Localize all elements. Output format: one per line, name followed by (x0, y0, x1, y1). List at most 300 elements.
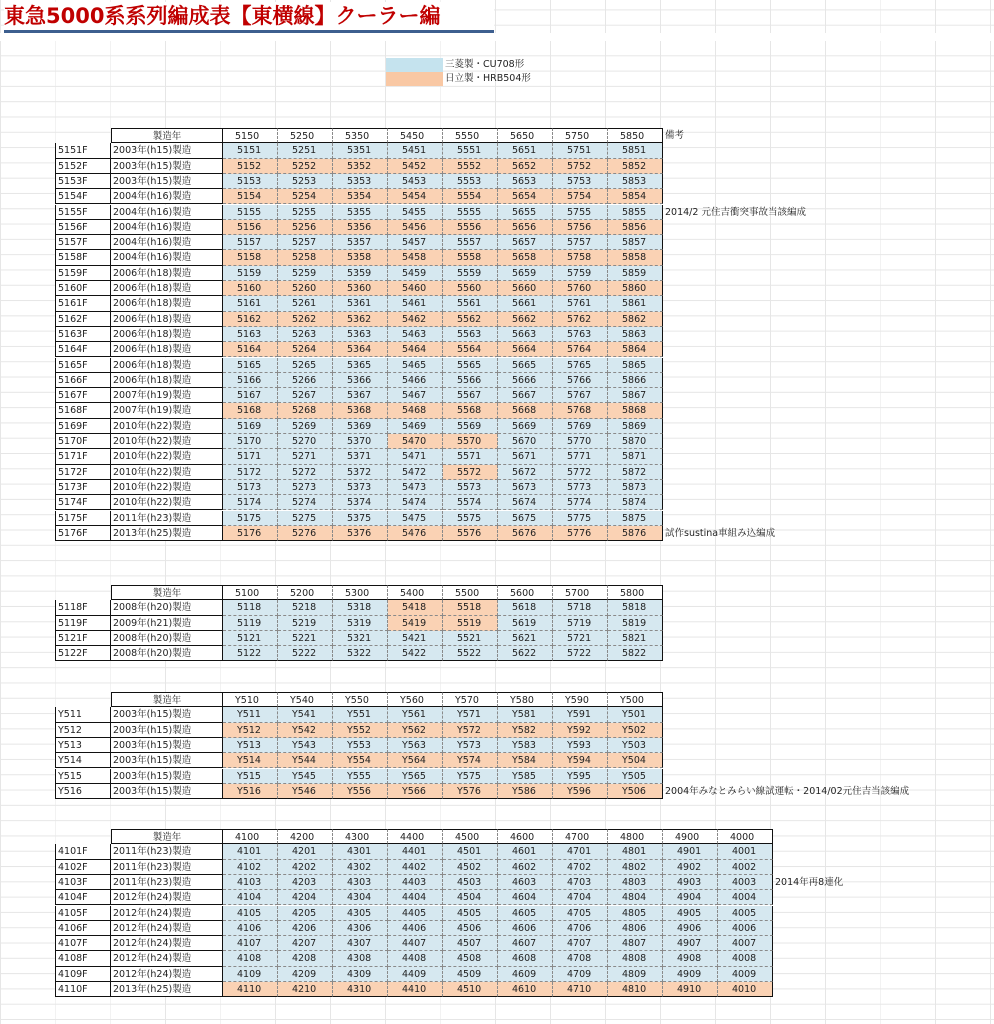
car-cell: 5259 (278, 266, 333, 281)
car-cell: 4710 (553, 982, 608, 997)
car-cell: 4808 (608, 951, 663, 966)
car-cell: 5569 (443, 419, 498, 434)
car-cell: 4607 (498, 936, 553, 951)
car-number-header: Y580 (498, 692, 553, 707)
car-cell: 5552 (443, 159, 498, 174)
car-cell: Y551 (333, 707, 388, 722)
car-cell: 4004 (718, 890, 773, 905)
car-cell: 5663 (498, 327, 553, 342)
car-cell: 5875 (608, 511, 663, 526)
car-cell: 5557 (443, 235, 498, 250)
car-cell: 5567 (443, 388, 498, 403)
car-cell: 5819 (608, 616, 663, 631)
build-year: 2007年(h19)製造 (111, 403, 223, 418)
car-cell: Y552 (333, 723, 388, 738)
formation-id: 5176F (55, 526, 111, 541)
car-cell: 5260 (278, 281, 333, 296)
formation-id: 5157F (55, 235, 111, 250)
car-number-header: Y540 (278, 692, 333, 707)
car-cell: 5354 (333, 189, 388, 204)
car-number-header: 5850 (608, 128, 663, 143)
build-year: 2003年(h15)製造 (111, 143, 223, 158)
car-cell: 4706 (553, 921, 608, 936)
car-number-header: 4900 (663, 829, 718, 844)
car-cell: 5876 (608, 526, 663, 541)
legend-swatch-hitachi (386, 72, 443, 86)
car-cell: Y502 (608, 723, 663, 738)
formation-id: 5162F (55, 312, 111, 327)
car-cell: Y541 (278, 707, 333, 722)
car-number-header: 4200 (278, 829, 333, 844)
build-year: 2003年(h15)製造 (111, 738, 223, 753)
remark: 2004年みなとみらい線試運転・2014/02元住吉当該編成 (665, 785, 910, 797)
car-cell: 5871 (608, 449, 663, 464)
car-cell: 5465 (388, 358, 443, 373)
car-cell: 5372 (333, 465, 388, 480)
legend-label-hitachi: 日立製・HRB504形 (445, 73, 531, 84)
build-year: 2006年(h18)製造 (111, 266, 223, 281)
car-cell: 4910 (663, 982, 718, 997)
car-cell: 5675 (498, 511, 553, 526)
car-cell: 5722 (553, 646, 608, 661)
car-cell: 5870 (608, 434, 663, 449)
car-cell: 5154 (223, 189, 278, 204)
formation-id: 5174F (55, 495, 111, 510)
car-cell: 5866 (608, 373, 663, 388)
car-cell: 5251 (278, 143, 333, 158)
car-cell: Y543 (278, 738, 333, 753)
car-cell: 5373 (333, 480, 388, 495)
formation-id: 4106F (55, 921, 111, 936)
car-cell: 5554 (443, 189, 498, 204)
car-cell: 5853 (608, 174, 663, 189)
car-number-header: 5500 (443, 585, 498, 600)
car-cell: Y515 (223, 769, 278, 784)
formation-id: 4110F (55, 982, 111, 997)
car-cell: 5855 (608, 205, 663, 220)
car-cell: Y565 (388, 769, 443, 784)
build-year: 2004年(h16)製造 (111, 250, 223, 265)
car-cell: 5468 (388, 403, 443, 418)
build-year: 2011年(h23)製造 (111, 875, 223, 890)
car-number-header: 5300 (333, 585, 388, 600)
car-cell: 4501 (443, 844, 498, 859)
car-cell: 4405 (388, 906, 443, 921)
car-cell: 5521 (443, 631, 498, 646)
car-cell: 5375 (333, 511, 388, 526)
car-cell: 5463 (388, 327, 443, 342)
car-cell: 4703 (553, 875, 608, 890)
car-cell: 5365 (333, 358, 388, 373)
formation-id: 5119F (55, 616, 111, 631)
car-cell: 5657 (498, 235, 553, 250)
car-cell: 5772 (553, 465, 608, 480)
car-cell: Y501 (608, 707, 663, 722)
car-cell: Y576 (443, 784, 498, 799)
car-cell: 5163 (223, 327, 278, 342)
formation-id: 5169F (55, 419, 111, 434)
formation-id: 4104F (55, 890, 111, 905)
car-cell: 4802 (608, 860, 663, 875)
build-year: 2011年(h23)製造 (111, 860, 223, 875)
car-cell: Y542 (278, 723, 333, 738)
car-cell: 4807 (608, 936, 663, 951)
build-year: 2010年(h22)製造 (111, 495, 223, 510)
car-cell: 5171 (223, 449, 278, 464)
build-year: 2003年(h15)製造 (111, 174, 223, 189)
car-cell: 5467 (388, 388, 443, 403)
car-cell: Y585 (498, 769, 553, 784)
car-cell: 4404 (388, 890, 443, 905)
car-cell: 5556 (443, 220, 498, 235)
car-cell: 5461 (388, 296, 443, 311)
car-cell: 4305 (333, 906, 388, 921)
build-year: 2010年(h22)製造 (111, 434, 223, 449)
car-cell: 4809 (608, 967, 663, 982)
car-cell: 5852 (608, 159, 663, 174)
car-cell: 5456 (388, 220, 443, 235)
car-cell: 4805 (608, 906, 663, 921)
car-cell: 5168 (223, 403, 278, 418)
car-cell: 5574 (443, 495, 498, 510)
car-cell: 5652 (498, 159, 553, 174)
car-cell: 5676 (498, 526, 553, 541)
car-cell: 5653 (498, 174, 553, 189)
car-cell: Y591 (553, 707, 608, 722)
car-cell: 5658 (498, 250, 553, 265)
car-cell: 5568 (443, 403, 498, 418)
car-cell: 4702 (553, 860, 608, 875)
car-cell: 5419 (388, 616, 443, 631)
formation-id: 5155F (55, 205, 111, 220)
car-cell: 4806 (608, 921, 663, 936)
car-cell: 5268 (278, 403, 333, 418)
car-cell: 5376 (333, 526, 388, 541)
car-cell: 5122 (223, 646, 278, 661)
car-cell: 5160 (223, 281, 278, 296)
car-cell: 5874 (608, 495, 663, 510)
car-cell: 5322 (333, 646, 388, 661)
car-cell: 5751 (553, 143, 608, 158)
car-cell: 5267 (278, 388, 333, 403)
car-cell: 5262 (278, 312, 333, 327)
title-spacer (0, 33, 994, 41)
car-number-header: 4300 (333, 829, 388, 844)
car-cell: 4403 (388, 875, 443, 890)
build-year: 2013年(h25)製造 (111, 982, 223, 997)
car-cell: 4201 (278, 844, 333, 859)
formation-id: 5165F (55, 358, 111, 373)
car-cell: 5176 (223, 526, 278, 541)
build-year: 2003年(h15)製造 (111, 784, 223, 799)
car-cell: 5167 (223, 388, 278, 403)
car-cell: 5355 (333, 205, 388, 220)
formation-id: Y512 (55, 723, 111, 738)
car-number-header: 4000 (718, 829, 773, 844)
formation-id: 5121F (55, 631, 111, 646)
build-year: 2010年(h22)製造 (111, 449, 223, 464)
car-cell: 5818 (608, 600, 663, 615)
build-year: 2009年(h21)製造 (111, 616, 223, 631)
car-cell: 5854 (608, 189, 663, 204)
car-number-header: 4600 (498, 829, 553, 844)
formation-id: Y515 (55, 769, 111, 784)
car-cell: 5856 (608, 220, 663, 235)
car-cell: 4801 (608, 844, 663, 859)
formation-id: 5170F (55, 434, 111, 449)
car-cell: 5869 (608, 419, 663, 434)
car-cell: 4105 (223, 906, 278, 921)
car-cell: 4202 (278, 860, 333, 875)
car-cell: 5273 (278, 480, 333, 495)
car-cell: 4306 (333, 921, 388, 936)
formation-id: Y511 (55, 707, 111, 722)
build-year: 2006年(h18)製造 (111, 327, 223, 342)
car-cell: 4103 (223, 875, 278, 890)
car-cell: 5476 (388, 526, 443, 541)
car-cell: 5473 (388, 480, 443, 495)
build-year: 2003年(h15)製造 (111, 769, 223, 784)
car-cell: 5370 (333, 434, 388, 449)
car-cell: 4304 (333, 890, 388, 905)
formation-id: 5168F (55, 403, 111, 418)
car-cell: Y554 (333, 753, 388, 768)
car-cell: 4209 (278, 967, 333, 982)
car-cell: 5172 (223, 465, 278, 480)
car-cell: 5455 (388, 205, 443, 220)
car-cell: 5667 (498, 388, 553, 403)
car-cell: 5275 (278, 511, 333, 526)
car-cell: 5475 (388, 511, 443, 526)
car-cell: 5718 (553, 600, 608, 615)
car-cell: 5768 (553, 403, 608, 418)
formation-id: 5173F (55, 480, 111, 495)
car-cell: 5864 (608, 342, 663, 357)
car-cell: 4110 (223, 982, 278, 997)
car-cell: 5757 (553, 235, 608, 250)
build-year: 2008年(h20)製造 (111, 600, 223, 615)
car-cell: 5363 (333, 327, 388, 342)
car-cell: 5218 (278, 600, 333, 615)
car-cell: 4002 (718, 860, 773, 875)
car-cell: 5271 (278, 449, 333, 464)
car-cell: 5861 (608, 296, 663, 311)
car-cell: 5175 (223, 511, 278, 526)
car-cell: Y563 (388, 738, 443, 753)
formation-id: 4102F (55, 860, 111, 875)
car-cell: 5758 (553, 250, 608, 265)
car-cell: 4505 (443, 906, 498, 921)
car-cell: 4903 (663, 875, 718, 890)
car-cell: 5661 (498, 296, 553, 311)
car-cell: 5565 (443, 358, 498, 373)
car-cell: Y564 (388, 753, 443, 768)
car-cell: Y561 (388, 707, 443, 722)
formation-id: Y514 (55, 753, 111, 768)
car-cell: 5261 (278, 296, 333, 311)
car-cell: 4707 (553, 936, 608, 951)
car-cell: 5118 (223, 600, 278, 615)
car-cell: 5563 (443, 327, 498, 342)
car-cell: 4309 (333, 967, 388, 982)
car-cell: 4502 (443, 860, 498, 875)
car-cell: 5469 (388, 419, 443, 434)
car-number-header: Y510 (223, 692, 278, 707)
formation-id: 5118F (55, 600, 111, 615)
car-cell: 5561 (443, 296, 498, 311)
car-number-header: 4800 (608, 829, 663, 844)
car-cell: 5257 (278, 235, 333, 250)
car-cell: 5361 (333, 296, 388, 311)
car-cell: 5265 (278, 358, 333, 373)
car-cell: 5418 (388, 600, 443, 615)
car-cell: 5756 (553, 220, 608, 235)
car-cell: 5460 (388, 281, 443, 296)
build-year: 2012年(h24)製造 (111, 906, 223, 921)
car-cell: 5674 (498, 495, 553, 510)
build-year: 2012年(h24)製造 (111, 951, 223, 966)
car-cell: 5764 (553, 342, 608, 357)
car-cell: 5570 (443, 434, 498, 449)
car-cell: 5222 (278, 646, 333, 661)
car-cell: 5152 (223, 159, 278, 174)
car-cell: 5173 (223, 480, 278, 495)
car-cell: Y556 (333, 784, 388, 799)
car-cell: 4308 (333, 951, 388, 966)
car-cell: 4804 (608, 890, 663, 905)
formation-id: 4103F (55, 875, 111, 890)
build-year: 2011年(h23)製造 (111, 844, 223, 859)
car-cell: 5269 (278, 419, 333, 434)
car-cell: 4907 (663, 936, 718, 951)
car-cell: 4601 (498, 844, 553, 859)
formation-id: 5151F (55, 143, 111, 158)
car-cell: 4008 (718, 951, 773, 966)
car-cell: 5254 (278, 189, 333, 204)
formation-id: 5161F (55, 296, 111, 311)
car-cell: 5655 (498, 205, 553, 220)
car-cell: 5472 (388, 465, 443, 480)
car-cell: 5571 (443, 449, 498, 464)
car-number-header: Y550 (333, 692, 388, 707)
car-number-header: 4700 (553, 829, 608, 844)
car-cell: 4102 (223, 860, 278, 875)
car-cell: Y516 (223, 784, 278, 799)
car-cell: 4603 (498, 875, 553, 890)
car-cell: 4006 (718, 921, 773, 936)
car-cell: 5253 (278, 174, 333, 189)
car-cell: 4608 (498, 951, 553, 966)
car-cell: 5551 (443, 143, 498, 158)
car-cell: 4406 (388, 921, 443, 936)
car-cell: 5374 (333, 495, 388, 510)
car-cell: Y553 (333, 738, 388, 753)
car-cell: Y584 (498, 753, 553, 768)
car-cell: 5252 (278, 159, 333, 174)
car-cell: Y596 (553, 784, 608, 799)
car-cell: 5364 (333, 342, 388, 357)
car-cell: 5474 (388, 495, 443, 510)
car-cell: 5263 (278, 327, 333, 342)
formation-id: 4105F (55, 906, 111, 921)
car-cell: 5575 (443, 511, 498, 526)
car-cell: 4210 (278, 982, 333, 997)
build-year: 2004年(h16)製造 (111, 189, 223, 204)
car-cell: Y511 (223, 707, 278, 722)
car-number-header: 5100 (223, 585, 278, 600)
legend-swatch-mitsubishi (386, 58, 443, 72)
formation-id: 5153F (55, 174, 111, 189)
car-cell: 5560 (443, 281, 498, 296)
car-cell: 4301 (333, 844, 388, 859)
car-cell: 5451 (388, 143, 443, 158)
car-cell: 5654 (498, 189, 553, 204)
car-cell: 5358 (333, 250, 388, 265)
car-cell: 5318 (333, 600, 388, 615)
remark: 2014/2 元住吉衝突事故当該編成 (665, 206, 806, 218)
car-cell: 5618 (498, 600, 553, 615)
car-cell: 5352 (333, 159, 388, 174)
car-cell: 4010 (718, 982, 773, 997)
car-cell: Y505 (608, 769, 663, 784)
car-cell: 5321 (333, 631, 388, 646)
car-cell: Y595 (553, 769, 608, 784)
formation-id: Y513 (55, 738, 111, 753)
build-year: 2012年(h24)製造 (111, 967, 223, 982)
car-cell: 5857 (608, 235, 663, 250)
car-number-header: 5350 (333, 128, 388, 143)
car-cell: 4602 (498, 860, 553, 875)
car-cell: 4609 (498, 967, 553, 982)
build-year: 2006年(h18)製造 (111, 358, 223, 373)
car-cell: 5668 (498, 403, 553, 418)
build-year: 2006年(h18)製造 (111, 296, 223, 311)
car-cell: 5357 (333, 235, 388, 250)
car-cell: 5522 (443, 646, 498, 661)
car-number-header: 5550 (443, 128, 498, 143)
car-cell: 4905 (663, 906, 718, 921)
car-cell: 5555 (443, 205, 498, 220)
car-cell: 5576 (443, 526, 498, 541)
car-cell: 4106 (223, 921, 278, 936)
car-cell: 5466 (388, 373, 443, 388)
car-cell: 5270 (278, 434, 333, 449)
car-cell: Y504 (608, 753, 663, 768)
car-cell: 4402 (388, 860, 443, 875)
formation-id: 5166F (55, 373, 111, 388)
car-cell: 5859 (608, 266, 663, 281)
car-cell: 4705 (553, 906, 608, 921)
car-cell: 5562 (443, 312, 498, 327)
car-cell: 4604 (498, 890, 553, 905)
car-cell: 4901 (663, 844, 718, 859)
car-cell: 4902 (663, 860, 718, 875)
car-cell: Y503 (608, 738, 663, 753)
car-number-header: 5700 (553, 585, 608, 600)
car-cell: 5156 (223, 220, 278, 235)
build-year: 2012年(h24)製造 (111, 921, 223, 936)
build-year: 2012年(h24)製造 (111, 890, 223, 905)
car-cell: 5719 (553, 616, 608, 631)
car-cell: 4701 (553, 844, 608, 859)
car-cell: 5353 (333, 174, 388, 189)
car-cell: Y573 (443, 738, 498, 753)
car-cell: 5119 (223, 616, 278, 631)
car-cell: 5464 (388, 342, 443, 357)
car-cell: 5366 (333, 373, 388, 388)
car-cell: 4005 (718, 906, 773, 921)
car-cell: 5762 (553, 312, 608, 327)
